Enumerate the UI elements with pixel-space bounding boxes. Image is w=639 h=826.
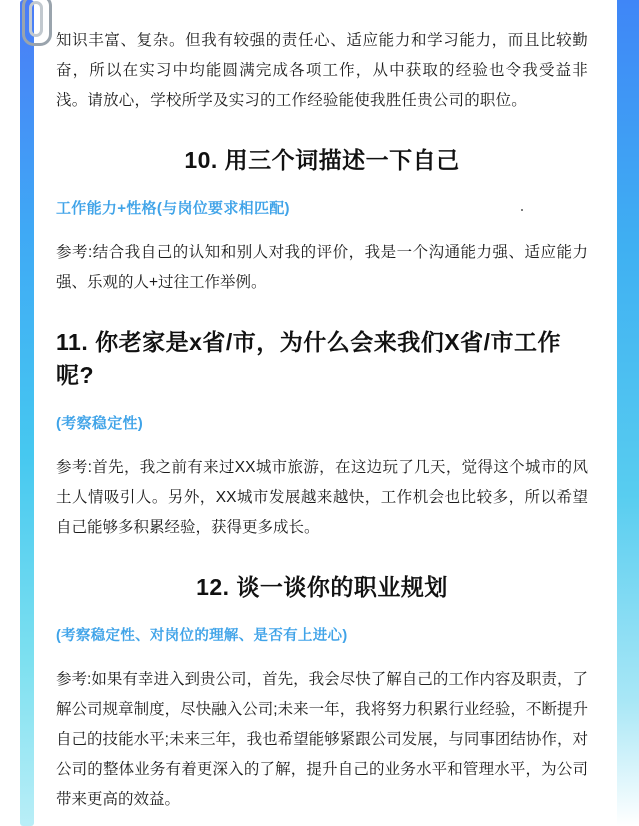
question-title-11: 11. 你老家是x省/市，为什么会来我们X省/市工作呢? — [56, 329, 562, 388]
question-note-11: (考察稳定性) — [56, 415, 144, 432]
question-answer-11: 参考:首先，我之前有来过XX城市旅游，在这边玩了几天，觉得这个城市的风土人情吸引人。另外，XX城市发展越来越快，工作机会也比较多，所以希望自己能够多积累经验，获得更多成长。 — [56, 459, 588, 536]
question-note-10: 工作能力+性格(与岗位要求相匹配) — [56, 200, 290, 217]
paperclip-icon — [22, 0, 52, 46]
document-content — [46, 0, 606, 826]
left-gradient-bar — [20, 0, 34, 826]
intro-paragraph: 知识丰富、复杂。但我有较强的责任心、适应能力和学习能力，而且比较勤奋，所以在实习中均能圆满完成各项工作，从中获取的经验也令我受益非浅。请放心，学校所学及实习的工作经验能使我胜任贵公司的职位。 — [56, 32, 588, 109]
question-note-12: (考察稳定性、对岗位的理解、是否有上进心) — [56, 628, 348, 644]
question-answer-12: 参考:如果有幸进入到贵公司，首先，我会尽快了解自己的工作内容及职责，了解公司规章制度，尽快融入公司;未来一年，我将努力积累行业经验，不断提升自己的技能水平;未来三年，我也希望能够紧跟公司发展，与同事团结协作，对公司的整体业务有着更深入的了解，提升自己的业务水平和管理水平，为公司带来更高的效益。 — [56, 671, 588, 808]
right-gradient-bar — [617, 0, 639, 826]
question-title-10: 10. 用三个词描述一下自己 — [184, 147, 460, 173]
question-answer-10: 参考:结合我自己的认知和别人对我的评价，我是一个沟通能力强、适应能力强、乐观的人+过往工作举例。 — [56, 244, 588, 291]
question-title-12: 12. 谈一谈你的职业规划 — [196, 574, 448, 600]
